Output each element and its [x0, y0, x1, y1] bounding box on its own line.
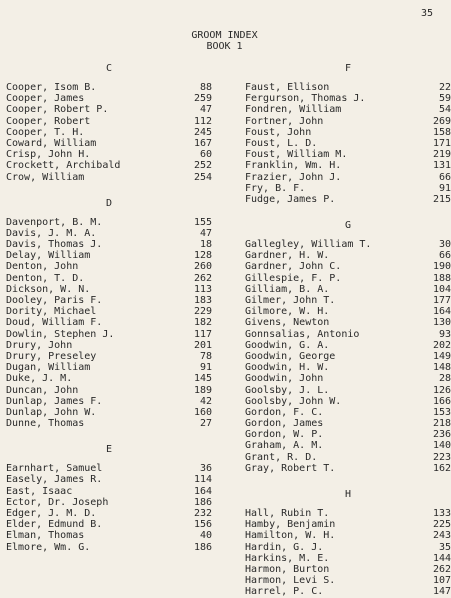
section-letter: C	[105, 63, 113, 74]
index-entry	[6, 385, 212, 396]
groom-name: Hall, Rubin T.	[245, 508, 330, 519]
index-entry	[245, 261, 451, 272]
page-ref: 225	[432, 519, 451, 531]
groom-name: Earnhart, Samuel	[6, 463, 103, 475]
page-ref: 162	[432, 462, 451, 474]
page-ref: 47	[199, 227, 212, 239]
index-entry	[245, 127, 451, 138]
page-ref: 113	[193, 283, 212, 295]
groom-name: Crisp, John H.	[6, 149, 91, 161]
groom-name: Dowlin, Stephen J.	[6, 328, 115, 340]
groom-name: Duncan, John	[6, 384, 79, 396]
index-entry	[6, 317, 212, 328]
index-entry	[245, 418, 451, 429]
page-ref: 229	[193, 306, 212, 318]
index-entry	[6, 373, 212, 384]
groom-name: Dunlap, John W.	[6, 406, 97, 418]
index-entry	[6, 228, 212, 239]
groom-name: Gilmore, W. H.	[245, 306, 330, 318]
index-entry	[6, 93, 212, 104]
groom-name: Gordon, F. C.	[245, 406, 324, 418]
index-entry	[6, 474, 212, 485]
groom-name: Gallegley, William T.	[245, 239, 372, 251]
index-entry	[245, 82, 451, 93]
groom-name: Ector, Dr. Joseph	[6, 496, 109, 508]
page-ref: 243	[432, 530, 451, 542]
groom-name: Cooper, Robert P.	[6, 104, 109, 116]
groom-name: Gonnsalias, Antonio	[245, 328, 360, 340]
page-number: 35	[420, 8, 433, 19]
groom-name: Franklin, Wm. H.	[245, 160, 342, 172]
groom-name: Cooper, T. H.	[6, 126, 85, 138]
page-ref: 104	[432, 283, 451, 295]
index-entry	[6, 295, 212, 306]
page-ref: 158	[432, 126, 451, 138]
page-ref: 59	[438, 93, 451, 105]
groom-name: Gardner, John C.	[245, 261, 342, 273]
page-ref: 218	[432, 418, 451, 430]
page-ref: 78	[199, 350, 212, 362]
page-ref: 236	[432, 429, 451, 441]
groom-name: Gilliam, B. A.	[245, 283, 330, 295]
index-entry	[245, 116, 451, 127]
page-ref: 47	[199, 104, 212, 116]
groom-name: Faust, Ellison	[245, 82, 330, 93]
page-ref: 128	[193, 250, 212, 262]
page-ref: 88	[199, 82, 212, 93]
index-entry	[245, 351, 451, 362]
index-entry	[6, 396, 212, 407]
page-ref: 167	[193, 137, 212, 149]
page-ref: 182	[193, 317, 212, 329]
index-entry	[245, 564, 451, 575]
index-entry	[6, 497, 212, 508]
groom-name: Fondren, William	[245, 104, 342, 116]
groom-name: Gilmer, John T.	[245, 295, 336, 306]
page-ref: 186	[193, 541, 212, 553]
page-ref: 166	[432, 395, 451, 407]
page-ref: 112	[193, 115, 212, 127]
index-entry	[245, 407, 451, 418]
groom-name: Coward, William	[6, 137, 97, 149]
index-entry	[6, 306, 212, 317]
page-ref: 259	[193, 93, 212, 105]
index-entry	[6, 138, 212, 149]
page-ref: 189	[193, 384, 212, 396]
groom-name: Davis, J. M. A.	[6, 227, 97, 239]
index-entry	[6, 261, 212, 272]
groom-name: Hardin, G. J.	[245, 541, 324, 553]
index-entry	[245, 295, 451, 306]
page-ref: 30	[438, 239, 451, 251]
page-ref: 252	[193, 160, 212, 172]
index-entry	[245, 250, 451, 261]
index-entry	[245, 542, 451, 553]
index-entry	[245, 530, 451, 541]
page-ref: 54	[438, 104, 451, 116]
groom-name: Denton, T. D.	[6, 272, 85, 284]
index-entry	[6, 127, 212, 138]
groom-name: Hamilton, W. H.	[245, 530, 336, 542]
page-ref: 155	[193, 216, 212, 228]
groom-name: Easely, James R.	[6, 474, 103, 486]
groom-name: East, Isaac	[6, 485, 73, 497]
page-ref: 36	[199, 463, 212, 475]
page-ref: 260	[193, 261, 212, 273]
index-entry	[245, 172, 451, 183]
page-ref: 66	[438, 250, 451, 262]
index-entry	[6, 217, 212, 228]
groom-name: Goodwin, G. A.	[245, 339, 330, 351]
section-letter: H	[344, 489, 352, 500]
section-letter: D	[105, 197, 113, 209]
index-entry	[245, 239, 451, 250]
page-ref: 156	[193, 519, 212, 531]
page-ref: 188	[432, 272, 451, 284]
book-title: BOOK 1	[206, 41, 243, 52]
groom-name: Harmon, Levi S.	[245, 575, 336, 587]
index-entry	[245, 306, 451, 317]
groom-name: Elmore, Wm. G.	[6, 541, 91, 553]
index-title: GROOM INDEX	[191, 30, 258, 41]
index-entry	[245, 463, 451, 474]
groom-name: Hamby, Benjamin	[245, 519, 336, 531]
page-ref: 269	[432, 115, 451, 127]
groom-name: Cooper, Isom B.	[6, 82, 97, 93]
page-ref: 190	[432, 261, 451, 273]
groom-name: Duke, J. M.	[6, 373, 73, 385]
groom-name: Goolsby, John W.	[245, 395, 342, 407]
page-ref: 245	[193, 126, 212, 138]
index-entry	[6, 508, 212, 519]
groom-name: Harmon, Burton	[245, 563, 330, 575]
index-entry	[245, 362, 451, 373]
page-ref: 164	[193, 485, 212, 497]
index-entry	[6, 149, 212, 160]
page-ref: 183	[193, 295, 212, 306]
groom-name: Foust, L. D.	[245, 137, 318, 149]
groom-name: Goodwin, H. W.	[245, 362, 330, 374]
index-entry	[245, 519, 451, 530]
index-entry	[245, 575, 451, 586]
page-ref: 18	[199, 239, 212, 251]
index-entry	[245, 586, 451, 597]
groom-name: Fergurson, Thomas J.	[245, 93, 366, 105]
page-ref: 28	[438, 373, 451, 385]
page-ref: 223	[432, 451, 451, 463]
page-ref: 147	[432, 586, 451, 598]
page-ref: 148	[432, 362, 451, 374]
index-entry	[6, 407, 212, 418]
groom-name: Frazier, John J.	[245, 171, 342, 183]
index-entry	[245, 385, 451, 396]
groom-name: Elman, Thomas	[6, 530, 85, 542]
index-entry	[245, 317, 451, 328]
index-entry	[6, 362, 212, 373]
page-ref: 262	[432, 563, 451, 575]
groom-name: Goodwin, John	[245, 373, 324, 385]
groom-name: Dunne, Thomas	[6, 418, 85, 430]
page-ref: 144	[432, 552, 451, 564]
groom-name: Dooley, Paris F.	[6, 295, 103, 306]
index-entry	[6, 519, 212, 530]
index-entry	[245, 440, 451, 451]
page-ref: 91	[199, 362, 212, 374]
index-entry	[245, 93, 451, 104]
page-ref: 232	[193, 508, 212, 519]
page-ref: 42	[199, 395, 212, 407]
index-entry	[245, 194, 451, 205]
page-ref: 66	[438, 171, 451, 183]
page-ref: 27	[199, 418, 212, 430]
page-ref: 40	[199, 530, 212, 542]
page-ref: 93	[438, 328, 451, 340]
page-ref: 215	[432, 193, 451, 205]
groom-name: Gardner, H. W.	[245, 250, 330, 262]
groom-name: Graham, A. M.	[245, 440, 324, 452]
page-ref: 160	[193, 406, 212, 418]
page-ref: 171	[432, 137, 451, 149]
index-entry	[245, 452, 451, 463]
index-entry	[245, 373, 451, 384]
index-entry	[6, 340, 212, 351]
section-letter: E	[105, 444, 113, 456]
index-entry	[245, 273, 451, 284]
index-entry	[245, 396, 451, 407]
groom-name: Foust, John	[245, 126, 312, 138]
page-ref: 201	[193, 339, 212, 351]
page-ref: 219	[432, 149, 451, 161]
groom-name: Delay, William	[6, 250, 91, 262]
groom-name: Fortner, John	[245, 115, 324, 127]
page-ref: 177	[432, 295, 451, 306]
groom-name: Elder, Edmund B.	[6, 519, 103, 531]
index-entry	[245, 429, 451, 440]
index-entry	[6, 284, 212, 295]
index-entry	[6, 250, 212, 261]
index-entry	[6, 542, 212, 553]
page-ref: 145	[193, 373, 212, 385]
groom-name: Denton, John	[6, 261, 79, 273]
index-entry	[245, 160, 451, 171]
index-entry	[6, 273, 212, 284]
groom-name: Gray, Robert T.	[245, 462, 336, 474]
groom-name: Dickson, W. N.	[6, 283, 91, 295]
page-ref: 131	[432, 160, 451, 172]
page-ref: 91	[438, 182, 451, 194]
groom-name: Harrel, P. C.	[245, 586, 324, 598]
index-entry	[245, 553, 451, 564]
index-entry	[6, 486, 212, 497]
groom-name: Cooper, James	[6, 93, 85, 105]
section-letter: F	[344, 63, 352, 74]
index-entry	[245, 138, 451, 149]
groom-name: Davenport, B. M.	[6, 216, 103, 228]
groom-name: Dunlap, James F.	[6, 395, 103, 407]
groom-name: Gordon, W. P.	[245, 429, 324, 441]
section-letter: G	[344, 220, 352, 232]
page-ref: 22	[438, 82, 451, 93]
page-ref: 60	[199, 149, 212, 161]
groom-name: Drury, Preseley	[6, 350, 97, 362]
page-ref: 186	[193, 496, 212, 508]
groom-name: Gillespie, F. P.	[245, 272, 342, 284]
page-ref: 149	[432, 350, 451, 362]
index-entry	[245, 104, 451, 115]
groom-name: Dority, Michael	[6, 306, 97, 318]
index-entry	[6, 530, 212, 541]
groom-name: Crockett, Archibald	[6, 160, 121, 172]
groom-name: Foust, William M.	[245, 149, 348, 161]
index-entry	[6, 116, 212, 127]
index-entry	[6, 160, 212, 171]
index-entry	[6, 82, 212, 93]
index-entry	[245, 284, 451, 295]
index-entry	[245, 340, 451, 351]
groom-name: Fudge, James P.	[245, 193, 336, 205]
index-entry	[245, 183, 451, 194]
index-entry	[6, 104, 212, 115]
right-column	[245, 56, 451, 598]
page-ref: 130	[432, 317, 451, 329]
groom-name: Doud, William F.	[6, 317, 103, 329]
index-entry	[6, 329, 212, 340]
groom-name: Fry, B. F.	[245, 182, 306, 194]
groom-name: Givens, Newton	[245, 317, 330, 329]
groom-name: Davis, Thomas J.	[6, 239, 103, 251]
page-ref: 117	[193, 328, 212, 340]
page-ref: 254	[193, 171, 212, 183]
index-entry	[6, 418, 212, 429]
page-ref: 114	[193, 474, 212, 486]
left-column	[6, 56, 212, 553]
page-ref: 262	[193, 272, 212, 284]
index-entry	[6, 172, 212, 183]
groom-name: Goodwin, George	[245, 350, 336, 362]
groom-name: Cooper, Robert	[6, 115, 91, 127]
page-ref: 153	[432, 406, 451, 418]
page-ref: 202	[432, 339, 451, 351]
index-entry	[6, 239, 212, 250]
page-ref: 35	[438, 541, 451, 553]
index-entry	[245, 329, 451, 340]
groom-name: Edger, J. M. D.	[6, 508, 97, 519]
groom-name: Gordon, James	[245, 418, 324, 430]
groom-name: Harkins, M. E.	[245, 552, 330, 564]
index-entry	[6, 463, 212, 474]
groom-name: Crow, William	[6, 171, 85, 183]
groom-name: Dugan, William	[6, 362, 91, 374]
groom-name: Drury, John	[6, 339, 73, 351]
index-entry	[245, 149, 451, 160]
index-entry	[6, 351, 212, 362]
groom-name: Goolsby, J. L.	[245, 384, 330, 396]
page-ref: 107	[432, 575, 451, 587]
page-ref: 126	[432, 384, 451, 396]
page-ref: 140	[432, 440, 451, 452]
index-entry	[245, 508, 451, 519]
groom-name: Grant, R. D.	[245, 451, 318, 463]
page-ref: 164	[432, 306, 451, 318]
page-ref: 133	[432, 508, 451, 519]
